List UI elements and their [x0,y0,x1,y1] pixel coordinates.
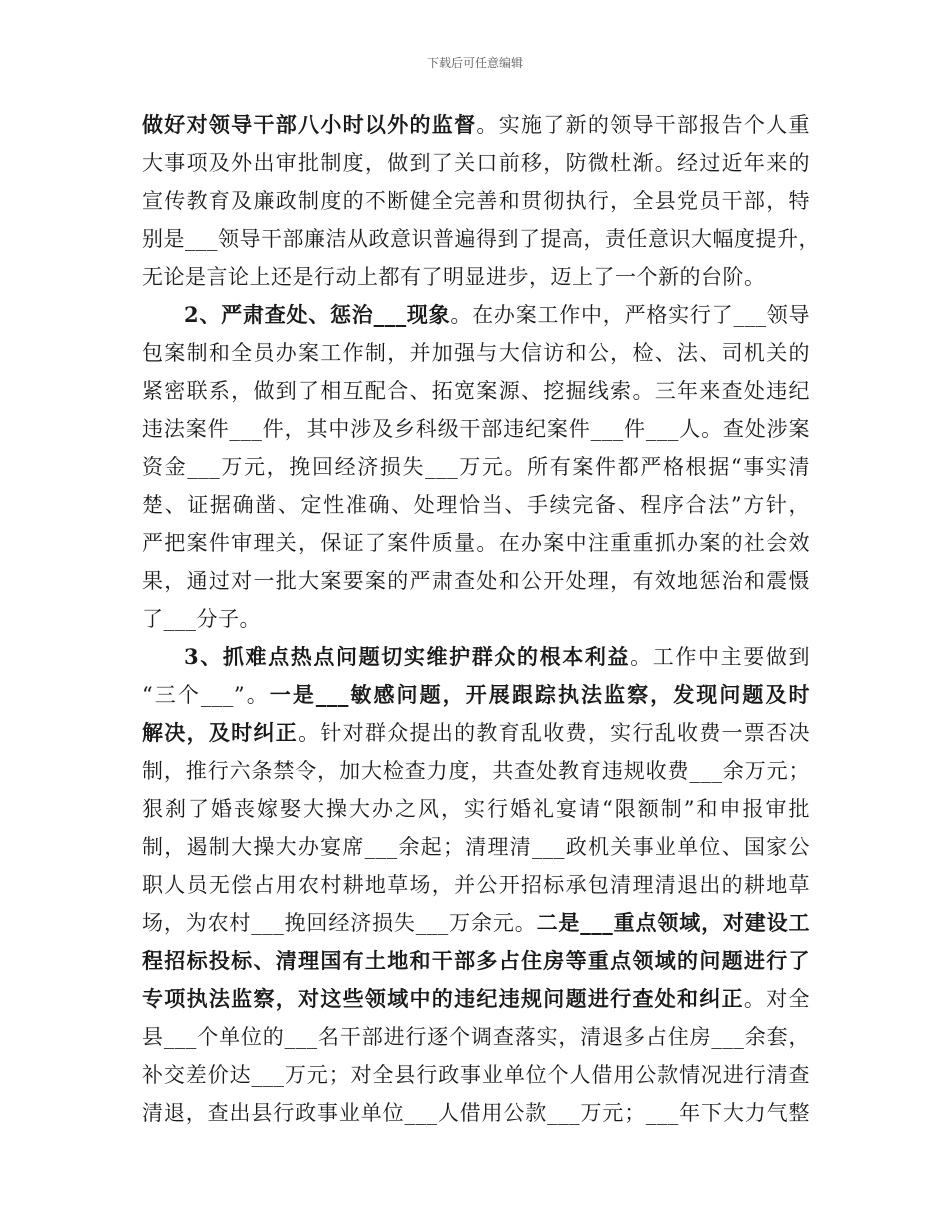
text-line [142,372,810,410]
text-line [142,600,810,638]
text-segment: 清退，查出县行政事业单位___人借用公款___万元；___年下大力气整 [142,1101,810,1125]
text-line [142,1056,810,1094]
text-line [142,942,810,980]
text-line [142,334,810,372]
text-segment: 补交差价达___万元；对全县行政事业单位个人借用公款情况进行清查 [142,1063,810,1087]
text-line [142,1018,810,1056]
text-line [142,410,810,448]
text-segment: 。实施了新的领导干部报告个人重 [476,113,811,137]
text-line [142,182,810,220]
bold-text-segment: 二是___重点领域，对建设工 [536,910,811,935]
text-line [142,220,820,258]
text-segment: 别是___领导干部廉洁从政意识普遍得到了提高，责任意识大幅度提升， [142,227,820,251]
text-line [142,106,810,144]
bold-text-segment: 3、抓难点热点问题切实维护群众的根本利益 [184,644,631,669]
bold-text-segment: 2、严肃查处、惩治___现象 [184,302,451,327]
text-segment: 场，为农村___挽回经济损失___万余元。 [142,911,537,935]
text-segment: 。工作中主要做到 [630,645,810,669]
text-segment: 无论是言论上还是行动上都有了明显进步，迈上了一个新的台阶。 [142,265,766,289]
text-line [142,258,810,296]
text-segment: 狠刹了婚丧嫁娶大操大办之风，实行婚礼宴请“限额制”和申报审批 [142,797,810,821]
text-segment: 县___个单位的___名干部进行逐个调查落实，清退多占住房___余套， [142,1025,810,1049]
text-line [142,638,810,676]
text-line [142,866,810,904]
text-segment: 职人员无偿占用农村耕地草场，并公开招标承包清理清退出的耕地草 [142,873,810,897]
text-line [142,448,810,486]
text-line [142,752,810,790]
bold-text-segment: 程招标投标、清理国有土地和干部多占住房等重点领域的问题进行了 [142,948,810,973]
text-segment: 宣传教育及廉政制度的不断健全完善和贯彻执行，全县党员干部，特 [142,189,810,213]
bold-text-segment: 做好对领导干部八小时以外的监督 [142,112,477,137]
text-segment: 制，推行六条禁令，加大检查力度，共查处教育违规收费___余万元； [142,759,810,783]
text-segment: 包案制和全员办案工作制，并加强与大信访和公，检、法、司机关的 [142,341,810,365]
text-segment: 楚、证据确凿、定性准确、处理恰当、手续完备、程序合法”方针， [142,493,810,517]
page-header: 下载后可任意编辑 [426,56,523,70]
bold-text-segment: 专项执法监察，对这些领域中的违纪违规问题进行查处和纠正 [142,986,744,1011]
text-segment: 果，通过对一批大案要案的严肃查处和公开处理，有效地惩治和震慑 [142,569,810,593]
text-line [142,562,810,600]
text-line [142,904,810,942]
text-line [142,524,810,562]
text-segment: 制，遏制大操大办宴席___余起；清理清___政机关事业单位、国家公 [142,835,810,859]
text-line [142,828,810,866]
text-segment: 严把案件审理关，保证了案件质量。在办案中注重重抓办案的社会效 [142,531,810,555]
text-line [142,676,810,714]
text-segment: 大事项及外出审批制度，做到了关口前移，防微杜渐。经过近年来的 [142,151,810,175]
text-segment: 违法案件___件，其中涉及乡科级干部违纪案件___件___人。查处涉案 [142,417,810,441]
text-segment: 了___分子。 [142,607,261,631]
text-line [142,1094,810,1132]
text-line [142,144,810,182]
text-line [142,790,810,828]
text-line [142,296,810,334]
text-line [142,486,810,524]
text-line [142,980,810,1018]
text-segment: 。在办案工作中，严格实行了___领导 [450,303,810,327]
text-segment: 。对全 [743,987,811,1011]
bold-text-segment: 解决，及时纠正 [142,720,299,745]
bold-text-segment: 一是___敏感问题，开展跟踪执法监察，发现问题及时 [269,682,810,707]
text-segment: 资金___万元，挽回经济损失___万元。所有案件都严格根据“事实清 [142,455,810,479]
text-line [142,714,810,752]
text-segment: 。针对群众提出的教育乱收费，实行乱收费一票否决 [298,721,811,745]
text-segment: 紧密联系，做到了相互配合、拓宽案源、挖掘线索。三年来查处违纪 [142,379,810,403]
text-segment: “三个___”。 [142,683,270,707]
document-body [142,106,820,1132]
